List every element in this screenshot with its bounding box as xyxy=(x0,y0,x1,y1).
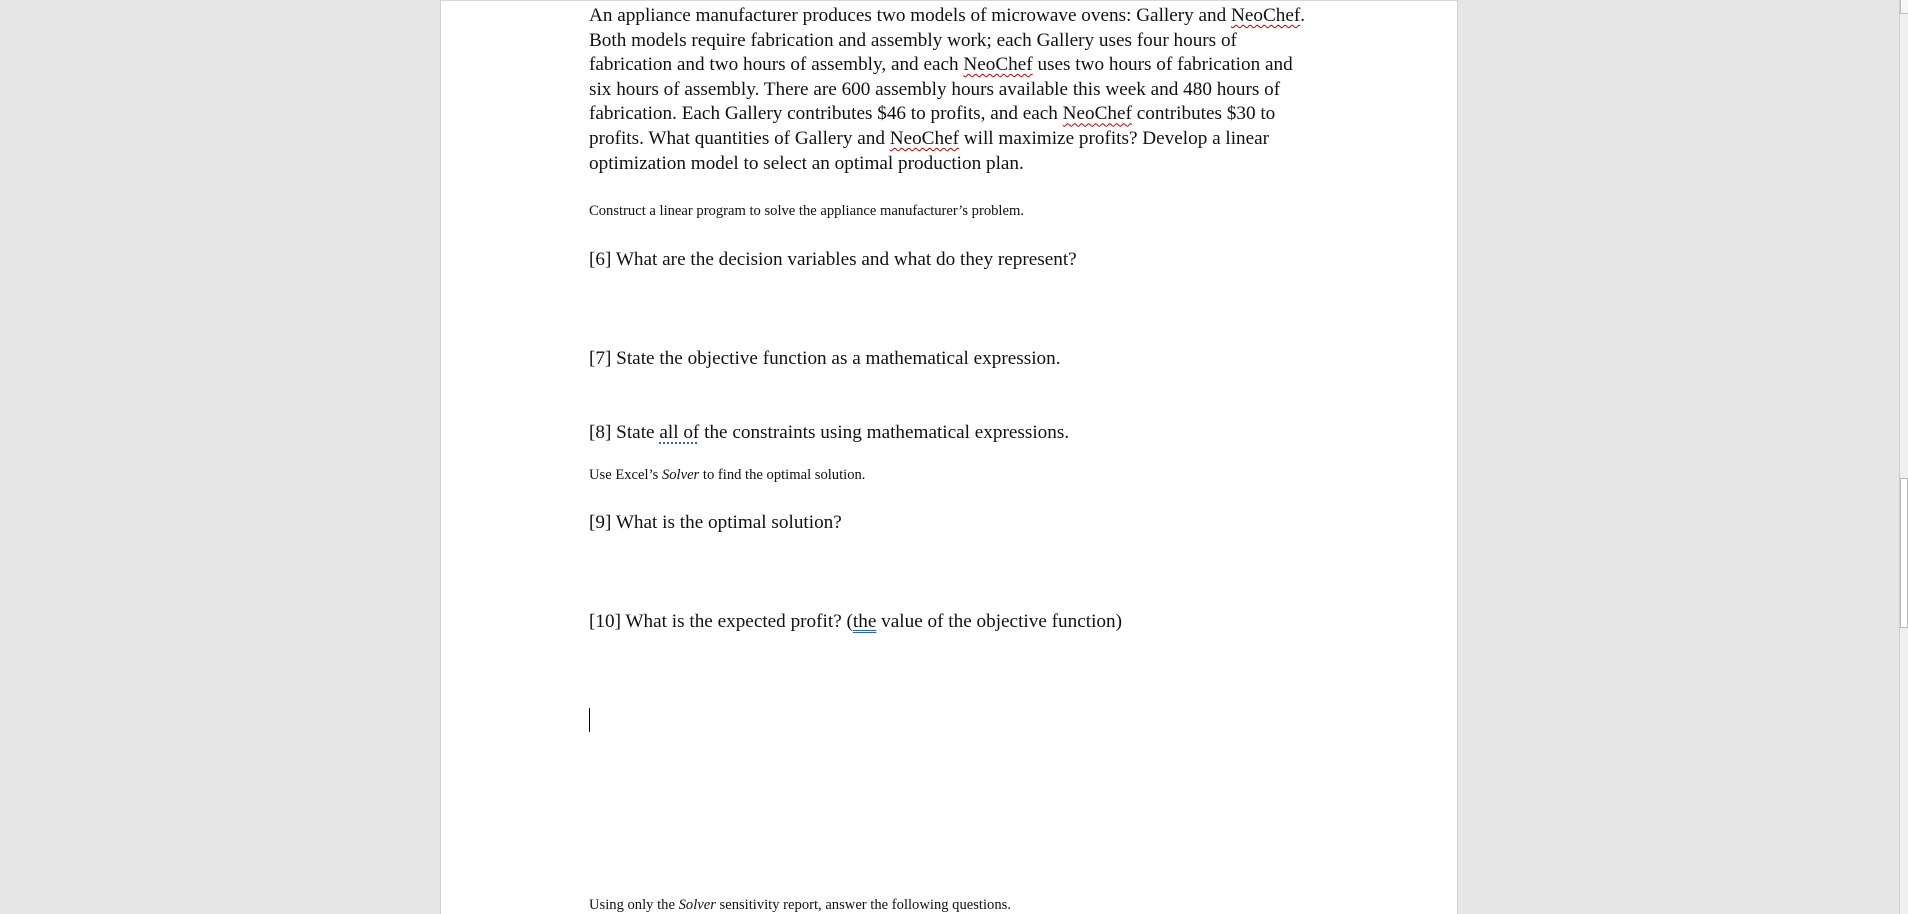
intro-text-3: uses two hours of fabrication and six hours of assembly. There are 600 assembly hours available this week and 480 hours of fabrication. Each Gallery contributes $46 to profits, and each xyxy=(589,54,1293,125)
question-9: [9] What is the optimal solution? xyxy=(589,512,842,533)
question-10-prefix: [10] What is the expected profit? ( xyxy=(589,611,853,632)
question-10-suffix: value of the objective function) xyxy=(876,611,1122,632)
sensitivity-instruction-prefix: Using only the xyxy=(589,897,679,913)
sensitivity-instruction-suffix: sensitivity report, answer the following questions. xyxy=(715,897,1011,913)
intro-text-1: An appliance manufacturer produces two models of microwave ovens: Gallery and xyxy=(589,5,1232,26)
page-top-edge xyxy=(441,0,1457,1)
solver-instruction-suffix: to find the optimal solution. xyxy=(699,467,866,483)
text-cursor xyxy=(589,708,590,732)
sensitivity-instruction-solver: Solver xyxy=(678,897,716,913)
question-10 xyxy=(589,610,1122,634)
question-6: [6] What are the decision variables and what do they represent? xyxy=(589,249,1077,270)
spelling-flag-neochef-3[interactable]: NeoChef xyxy=(1062,103,1132,125)
scroll-up-arrow-icon[interactable] xyxy=(1900,0,1908,14)
spelling-flag-neochef-4[interactable]: NeoChef xyxy=(889,127,959,149)
question-8 xyxy=(589,421,1069,445)
problem-statement-paragraph[interactable] xyxy=(589,4,1309,176)
question-7: [7] State the objective function as a mathematical expression. xyxy=(589,348,1061,369)
intro-text-2: . Both models require fabrication and assembly work; each Gallery uses four hours of fabrication and two hours of assembly, and each xyxy=(589,5,1306,76)
solver-instruction xyxy=(589,466,865,484)
intro-text-4: contributes $30 to profits. What quantities of Gallery and xyxy=(589,103,1276,149)
solver-instruction-solver: Solver xyxy=(661,467,700,483)
vertical-scrollbar[interactable] xyxy=(1899,0,1908,914)
spelling-flag-neochef-1[interactable]: NeoChef xyxy=(1231,5,1301,26)
sensitivity-instruction xyxy=(589,896,1011,914)
intro-text-5: will maximize profits? Develop a linear optimization model to select an optimal production plan. xyxy=(589,127,1270,174)
construct-instruction: Construct a linear program to solve the appliance manufacturer’s problem. xyxy=(589,203,1024,219)
scrollbar-thumb[interactable] xyxy=(1900,478,1908,628)
grammar-flag-the[interactable]: the xyxy=(852,611,877,632)
solver-instruction-prefix: Use Excel’s xyxy=(589,467,662,483)
question-8-suffix: the constraints using mathematical expressions. xyxy=(699,422,1070,443)
document-page[interactable] xyxy=(440,0,1458,914)
question-8-prefix: [8] State xyxy=(589,422,660,443)
grammar-flag-all-of[interactable]: all of xyxy=(659,422,700,443)
spelling-flag-neochef-2[interactable]: NeoChef xyxy=(963,54,1033,76)
